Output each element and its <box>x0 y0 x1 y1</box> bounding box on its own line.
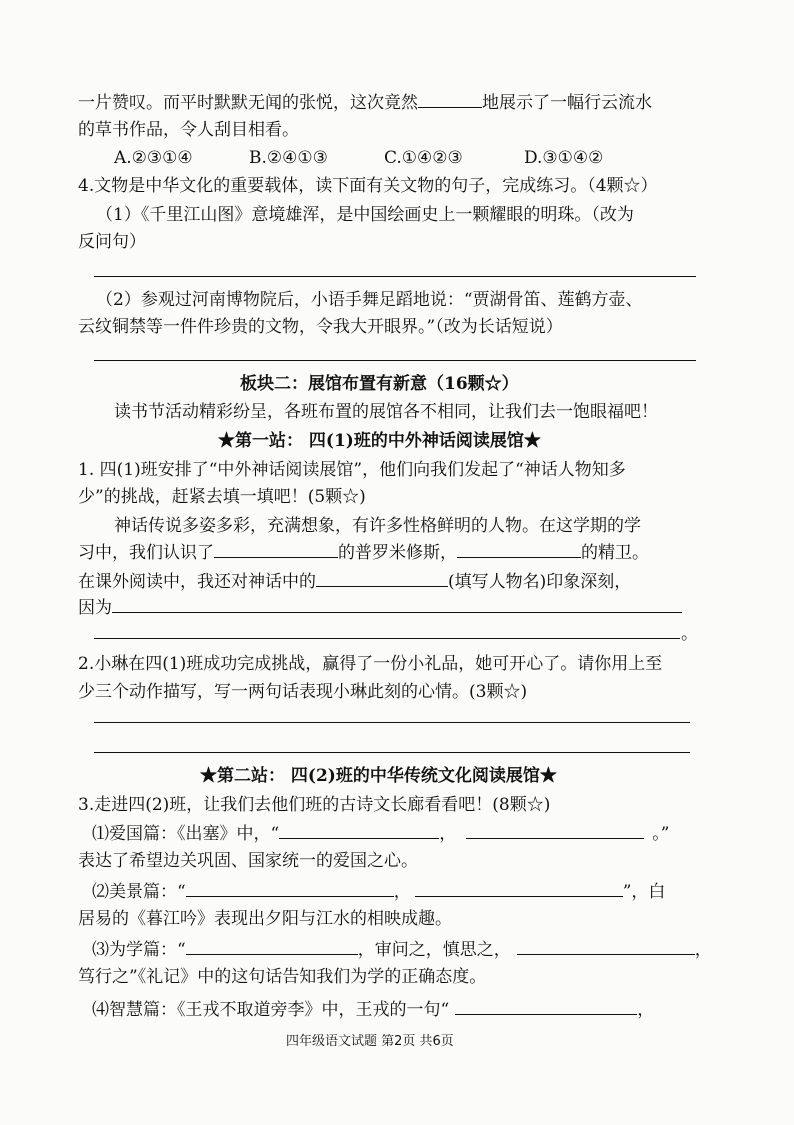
station2-title: ★第二站： 四(2)班的中华传统文化阅读展馆★ <box>200 766 557 786</box>
s1-q1-line2: 少”的挑战，赶紧去填一填吧！(5颗☆) <box>78 487 366 507</box>
s2-d-line1: ⑷智慧篇：《王戎不取道旁李》中，王戎的一句“ ， <box>92 1000 655 1020</box>
station1-title: ★第一站： 四(1)班的中外神话阅读展馆★ <box>218 431 541 451</box>
blank-myth-character[interactable] <box>316 570 448 587</box>
option-d[interactable]: D.③①④② <box>524 148 604 168</box>
blank-reason[interactable] <box>112 596 682 613</box>
q4-p1-line1: （1）《千里江山图》意境雄浑，是中国绘画史上一颗耀眼的明珠。（改为 <box>96 205 634 225</box>
q4-p2-line2: 云纹铜禁等一件件珍贵的文物，令我大开眼界。”（改为长话短说） <box>78 317 563 337</box>
reason-end-mark: 。 <box>681 624 698 644</box>
answer-line-q4-2[interactable] <box>94 360 696 361</box>
blank-chusai-1[interactable] <box>279 822 439 839</box>
blank-liji-1[interactable] <box>186 938 358 955</box>
section2-intro: 读书节活动精彩纷呈，各班布置的展馆各不相同，让我们去一饱眼福吧！ <box>114 402 658 422</box>
s2-c-line1: ⑶为学篇：“ ，审问之，慎思之， ， <box>92 940 712 960</box>
s2-q3-title: 3.走进四(2)班，让我们去他们班的古诗文长廊看看吧！(8颗☆) <box>78 795 551 815</box>
answer-line-reason-2[interactable] <box>94 638 680 639</box>
section2-title: 板块二：展馆布置有新意（16颗☆） <box>240 374 519 394</box>
s2-b-line1: ⑵美景篇：“ ， ”，白 <box>92 882 666 902</box>
blank-q3[interactable] <box>418 91 482 108</box>
q4-title: 4.文物是中华文化的重要载体，读下面有关文物的句子，完成练习。（4颗☆） <box>78 176 658 196</box>
s1-q2-line2: 少三个动作描写，写一两句话表现小琳此刻的心情。(3颗☆) <box>78 682 528 702</box>
q3-options <box>114 146 603 170</box>
q3-prev-line1: 一片赞叹。而平时默默无闻的张悦，这次竟然 地展示了一幅行云流水 <box>78 93 652 113</box>
s2-a-line1: ⑴爱国篇：《出塞》中，“ ， 。” <box>92 824 670 844</box>
s1-q1-p4: 因为 <box>78 596 682 620</box>
page-footer: 四年级语文试题 第2页 共6页 <box>286 1034 454 1049</box>
option-c[interactable]: C.①④②③ <box>384 148 463 168</box>
s1-q1-p1: 神话传说多姿多彩，充满想象，有许多性格鲜明的人物。在这学期的学 <box>114 516 641 536</box>
q3-prev-line2: 的草书作品，令人刮目相看。 <box>78 120 299 140</box>
s1-q1-line1: 1. 四(1)班安排了“中外神话阅读展馆”，他们向我们发起了“神话人物知多 <box>78 460 626 480</box>
s2-b-line2: 居易的《暮江吟》表现出夕阳与江水的相映成趣。 <box>78 909 452 929</box>
blank-liji-2[interactable] <box>517 938 695 955</box>
option-b[interactable]: B.②④①③ <box>249 148 328 168</box>
s1-q1-p2: 习中，我们认识了 的普罗米修斯， 的精卫。 <box>78 543 649 563</box>
q4-p1-line2: 反问句） <box>78 232 146 252</box>
s2-a-line2: 表达了希望边关巩固、国家统一的爱国之心。 <box>78 851 418 871</box>
answer-line-q2-1[interactable] <box>94 722 690 723</box>
option-a[interactable]: A.②③①④ <box>114 148 193 168</box>
blank-chusai-2[interactable] <box>466 822 644 839</box>
s1-q2-line1: 2.小琳在四(1)班成功完成挑战，赢得了一份小礼品，她可开心了。请你用上至 <box>78 654 663 674</box>
answer-line-q4-1[interactable] <box>94 276 696 277</box>
blank-jingwei-trait[interactable] <box>457 541 581 558</box>
answer-line-q2-2[interactable] <box>94 752 690 753</box>
s1-q1-p3: 在课外阅读中，我还对神话中的 (填写人物名)印象深刻， <box>78 572 632 592</box>
blank-wangrong[interactable] <box>455 998 637 1015</box>
blank-mujiangyin-2[interactable] <box>415 880 623 897</box>
blank-prometheus-trait[interactable] <box>214 541 338 558</box>
blank-mujiangyin-1[interactable] <box>186 880 394 897</box>
s2-c-line2: 笃行之”《礼记》中的这句话告知我们为学的正确态度。 <box>78 967 487 987</box>
q4-p2-line1: （2）参观过河南博物院后，小语手舞足蹈地说：“贾湖骨笛、莲鹤方壶、 <box>96 290 643 310</box>
